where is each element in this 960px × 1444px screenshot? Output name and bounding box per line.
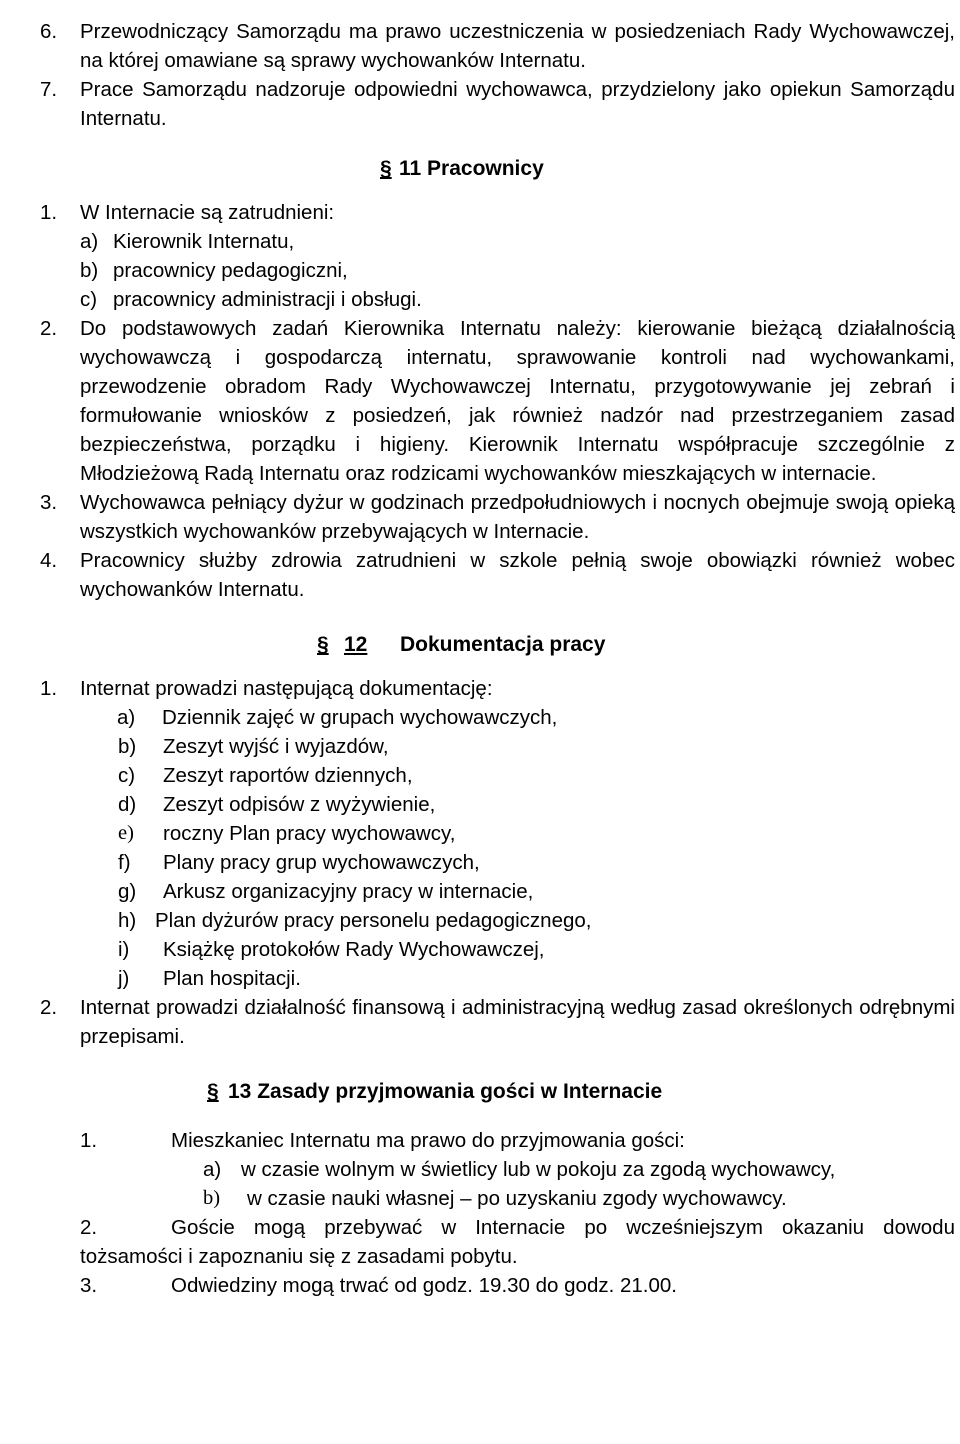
sub-letter: e)	[118, 822, 134, 844]
sub-text: pracownicy administracji i obsługi.	[113, 288, 422, 311]
item-text: Prace Samorządu nadzoruje odpowiedni wychowawca, przydzielony jako opiekun Samorządu Internatu.	[80, 78, 955, 130]
item-text: W Internacie są zatrudnieni:	[80, 201, 335, 224]
item-number: 6.	[40, 20, 58, 43]
section-12-number: 12	[344, 633, 368, 656]
section-11-item-4	[40, 546, 955, 604]
section-11-item-1	[40, 198, 955, 314]
sub-item-h	[80, 906, 955, 935]
sub-item-i	[80, 935, 955, 964]
sub-item-b	[80, 256, 955, 285]
list-item-6	[40, 17, 955, 75]
sub-text: Plan dyżurów pracy personelu pedagogicznego,	[155, 909, 592, 932]
sub-letter: f)	[118, 851, 131, 874]
list-item-7	[40, 75, 955, 133]
item-text: Pracownicy służby zdrowia zatrudnieni w szkole pełnią swoje obowiązki również wobec wychowanków Internatu.	[80, 549, 955, 601]
sub-letter: j)	[118, 967, 130, 990]
section-13-title: 13 Zasady przyjmowania gości w Internacie	[228, 1080, 663, 1103]
item-text: Wychowawca pełniący dyżur w godzinach przedpołudniowych i nocnych obejmuje swoją opieką wszystkich wychowanków przebywających w Internacie.	[80, 491, 955, 543]
section-12-title: Dokumentacja pracy	[400, 633, 606, 656]
sub-text: Zeszyt raportów dziennych,	[163, 764, 413, 787]
sub-item-c	[80, 285, 955, 314]
section-11-item-2	[40, 314, 955, 488]
section-13-heading	[40, 1077, 955, 1106]
item-number: 3.	[40, 491, 58, 514]
section-11-item-3	[40, 488, 955, 546]
section-13-item-3	[40, 1271, 955, 1300]
sub-letter: a)	[117, 706, 136, 729]
sub-item-b	[166, 1184, 955, 1213]
sub-item-j	[80, 964, 955, 993]
sub-text: w czasie wolnym w świetlicy lub w pokoju za zgodą wychowawcy,	[241, 1158, 836, 1181]
sub-letter: a)	[203, 1158, 222, 1181]
sub-text: Plany pracy grup wychowawczych,	[163, 851, 480, 874]
sub-letter: c)	[80, 288, 98, 311]
sub-letter: g)	[118, 880, 137, 903]
sub-letter: c)	[118, 764, 136, 787]
sub-text: Książkę protokołów Rady Wychowawczej,	[163, 938, 545, 961]
item-text: Odwiedziny mogą trwać od godz. 19.30 do godz. 21.00.	[171, 1274, 677, 1297]
sub-letter: b)	[80, 259, 99, 282]
item-text: Przewodniczący Samorządu ma prawo uczestniczenia w posiedzeniach Rady Wychowawczej, na której omawiane są sprawy wychowanków Internatu.	[80, 20, 955, 72]
section-symbol: §	[207, 1080, 219, 1103]
sub-item-e	[80, 819, 955, 848]
sub-item-a	[166, 1155, 955, 1184]
item-number: 1.	[80, 1129, 98, 1152]
item-text: Internat prowadzi następującą dokumentację:	[80, 677, 493, 700]
item-text: Internat prowadzi działalność finansową i administracyjną według zasad określonych odrębnymi przepisami.	[80, 996, 955, 1048]
item-number: 3.	[80, 1274, 98, 1297]
sub-letter: b)	[118, 735, 137, 758]
item-number: 4.	[40, 549, 58, 572]
item-text: Mieszkaniec Internatu ma prawo do przyjmowania gości:	[171, 1129, 685, 1152]
sub-letter: b)	[203, 1187, 221, 1209]
item-number: 1.	[40, 677, 58, 700]
section-11-heading	[40, 154, 955, 183]
sub-letter: d)	[118, 793, 137, 816]
sub-text: Plan hospitacji.	[163, 967, 301, 990]
sub-text: roczny Plan pracy wychowawcy,	[163, 822, 456, 845]
item-number: 1.	[40, 201, 58, 224]
sub-item-f	[80, 848, 955, 877]
item-text: Do podstawowych zadań Kierownika Internatu należy: kierowanie bieżącą działalnością wychowawczą i gospodarczą internatu, sprawowanie kontroli nad wychowankami, przewodzenie obradom Rady Wychowawczej Internatu, przygotowywanie jej zebrań i formułowanie wniosków z posiedzeń, jak również nadzór nad przestrzeganiem zasad bezpieczeństwa, porządku i higieny. Kierownik Internatu współpracuje szczególnie z Młodzieżową Radą Internatu oraz rodzicami wychowanków mieszkających w internacie.	[80, 317, 955, 485]
sub-letter: h)	[118, 909, 137, 932]
section-11-title: 11 Pracownicy	[399, 157, 544, 180]
sub-text: Kierownik Internatu,	[113, 230, 295, 253]
item-number: 7.	[40, 78, 58, 101]
sub-item-a	[79, 703, 955, 732]
sub-letter: a)	[80, 230, 99, 253]
section-13-item-1	[40, 1126, 955, 1213]
sub-text: pracownicy pedagogiczni,	[113, 259, 348, 282]
sub-item-c	[80, 761, 955, 790]
sub-letter: i)	[118, 938, 130, 961]
sub-text: Arkusz organizacyjny pracy w internacie,	[163, 880, 534, 903]
sub-item-b	[80, 732, 955, 761]
section-symbol: §	[380, 157, 392, 180]
sub-text: w czasie nauki własnej – po uzyskaniu zgody wychowawcy.	[247, 1187, 787, 1210]
item-number: 2.	[40, 996, 58, 1019]
section-12-item-2	[40, 993, 955, 1051]
sub-text: Dziennik zajęć w grupach wychowawczych,	[162, 706, 558, 729]
sub-item-g	[80, 877, 955, 906]
sub-item-a	[80, 227, 955, 256]
item-text: Goście mogą przebywać w Internacie po wcześniejszym okazaniu dowodu tożsamości i zapoznaniu się z zasadami pobytu.	[80, 1216, 955, 1268]
item-number: 2.	[80, 1216, 98, 1239]
sub-item-d	[80, 790, 955, 819]
section-12-item-1	[40, 674, 955, 993]
section-12-heading	[40, 630, 955, 659]
section-13-item-2	[40, 1213, 955, 1271]
item-number: 2.	[40, 317, 58, 340]
document-page	[40, 17, 955, 1300]
section-symbol: §	[317, 633, 329, 656]
sub-text: Zeszyt odpisów z wyżywienie,	[163, 793, 436, 816]
sub-text: Zeszyt wyjść i wyjazdów,	[163, 735, 389, 758]
